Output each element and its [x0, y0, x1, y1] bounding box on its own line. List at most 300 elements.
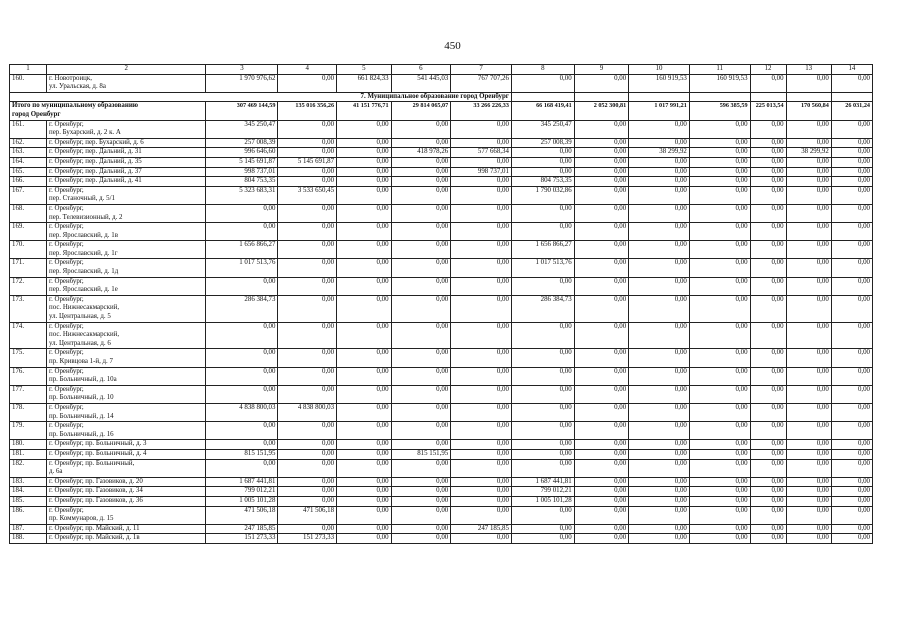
value-cell: 0,00	[786, 295, 831, 322]
value-cell: 0,00	[629, 496, 690, 506]
value-cell: 0,00	[574, 349, 629, 367]
value-cell: 0,00	[391, 440, 451, 450]
value-cell: 0,00	[786, 186, 831, 204]
address-cell	[47, 385, 206, 403]
value-cell: 0,00	[574, 524, 629, 534]
value-cell: 0,00	[831, 349, 872, 367]
value-cell: 0,00	[451, 534, 512, 544]
value-cell: 0,00	[337, 367, 392, 385]
value-cell: 0,00	[391, 496, 451, 506]
column-header: 14	[831, 65, 872, 75]
value-cell: 0,00	[750, 349, 786, 367]
value-cell: 0,00	[278, 449, 337, 459]
value-cell: 0,00	[511, 403, 574, 421]
value-cell: 0,00	[831, 422, 872, 440]
empty-cell	[689, 92, 750, 102]
page-number: 450	[444, 40, 461, 52]
table-row	[10, 322, 873, 349]
value-cell: 0,00	[206, 422, 278, 440]
table-row	[10, 459, 873, 477]
value-cell: 577 668,34	[451, 148, 512, 158]
address-cell	[47, 487, 206, 497]
value-cell: 0,00	[278, 496, 337, 506]
value-cell: 0,00	[750, 524, 786, 534]
value-cell: 0,00	[750, 120, 786, 138]
row-number: 161.	[10, 120, 47, 138]
column-header: 7	[451, 65, 512, 75]
value-cell: 661 824,33	[337, 74, 392, 92]
value-cell: 998 737,01	[206, 167, 278, 177]
value-cell: 0,00	[337, 223, 392, 241]
address-line: г. Оренбург,	[49, 204, 84, 212]
address-line: г. Оренбург, пер. Дальний, д. 41	[49, 177, 142, 185]
address-line: пер. Бухарский, д. 2 к. А	[49, 129, 121, 137]
value-cell: 0,00	[750, 487, 786, 497]
address-cell	[47, 259, 206, 277]
value-cell: 0,00	[511, 74, 574, 92]
address-cell	[47, 295, 206, 322]
value-cell: 247 185,85	[451, 524, 512, 534]
value-cell: 0,00	[451, 295, 512, 322]
address-cell	[47, 204, 206, 222]
value-cell: 0,00	[574, 277, 629, 295]
value-cell: 0,00	[451, 259, 512, 277]
table-row	[10, 241, 873, 259]
value-cell: 0,00	[629, 367, 690, 385]
value-cell: 0,00	[689, 385, 750, 403]
row-number: 164.	[10, 157, 47, 167]
address-line: пр. Больничный, д. 10а	[49, 376, 117, 384]
table-row	[10, 534, 873, 544]
value-cell: 0,00	[574, 403, 629, 421]
value-cell: 0,00	[629, 534, 690, 544]
data-table	[9, 64, 873, 544]
value-cell: 0,00	[750, 534, 786, 544]
value-cell: 0,00	[629, 120, 690, 138]
value-cell: 0,00	[511, 385, 574, 403]
value-cell: 0,00	[574, 506, 629, 524]
value-cell: 0,00	[831, 477, 872, 487]
value-cell: 0,00	[786, 241, 831, 259]
value-cell: 1 017 513,76	[511, 259, 574, 277]
value-cell: 0,00	[206, 277, 278, 295]
table-row	[10, 157, 873, 167]
value-cell: 0,00	[689, 167, 750, 177]
value-cell: 0,00	[629, 459, 690, 477]
value-cell: 0,00	[278, 459, 337, 477]
total-value: 1 017 991,21	[629, 102, 690, 120]
address-cell	[47, 534, 206, 544]
value-cell: 0,00	[750, 138, 786, 148]
value-cell: 0,00	[831, 295, 872, 322]
value-cell: 0,00	[511, 524, 574, 534]
value-cell: 0,00	[629, 349, 690, 367]
value-cell: 0,00	[750, 449, 786, 459]
value-cell: 0,00	[511, 422, 574, 440]
address-line: г. Оренбург,	[49, 277, 84, 285]
value-cell: 0,00	[337, 120, 392, 138]
value-cell: 0,00	[750, 367, 786, 385]
value-cell: 815 151,95	[206, 449, 278, 459]
value-cell: 0,00	[689, 138, 750, 148]
value-cell: 0,00	[511, 534, 574, 544]
value-cell: 1 970 976,62	[206, 74, 278, 92]
value-cell: 0,00	[574, 177, 629, 187]
value-cell: 0,00	[750, 295, 786, 322]
address-cell	[47, 496, 206, 506]
empty-cell	[511, 92, 574, 102]
address-cell	[47, 157, 206, 167]
value-cell: 0,00	[574, 534, 629, 544]
value-cell: 0,00	[391, 295, 451, 322]
value-cell: 0,00	[786, 403, 831, 421]
address-cell	[47, 440, 206, 450]
value-cell: 0,00	[391, 459, 451, 477]
value-cell: 0,00	[451, 459, 512, 477]
value-cell: 0,00	[278, 204, 337, 222]
address-cell	[47, 223, 206, 241]
value-cell: 0,00	[629, 385, 690, 403]
address-cell	[47, 167, 206, 177]
value-cell: 0,00	[278, 367, 337, 385]
table-row	[10, 440, 873, 450]
address-line: г. Оренбург, пр. Газовиков, д. 36	[49, 496, 143, 504]
value-cell: 0,00	[337, 157, 392, 167]
table-row	[10, 349, 873, 367]
address-cell	[47, 277, 206, 295]
value-cell: 0,00	[831, 459, 872, 477]
value-cell: 541 445,03	[391, 74, 451, 92]
value-cell: 0,00	[206, 440, 278, 450]
address-line: г. Оренбург, пер. Дальний, д. 37	[49, 167, 142, 175]
address-line: г. Оренбург,	[49, 259, 84, 267]
value-cell: 0,00	[574, 477, 629, 487]
value-cell: 0,00	[337, 186, 392, 204]
column-header: 1	[10, 65, 47, 75]
value-cell: 0,00	[206, 223, 278, 241]
address-line: ул. Центральная, д. 5	[49, 313, 111, 321]
address-line: г. Оренбург,	[49, 403, 84, 411]
value-cell: 0,00	[831, 367, 872, 385]
row-number: 182.	[10, 459, 47, 477]
value-cell: 0,00	[786, 506, 831, 524]
value-cell: 0,00	[786, 449, 831, 459]
value-cell: 0,00	[391, 534, 451, 544]
column-header: 9	[574, 65, 629, 75]
value-cell: 0,00	[337, 322, 392, 349]
address-cell	[47, 241, 206, 259]
value-cell: 799 012,21	[511, 487, 574, 497]
address-line: пос. Нижнесакмарский,	[49, 331, 120, 339]
total-value: 307 469 144,59	[206, 102, 278, 120]
row-number: 178.	[10, 403, 47, 421]
value-cell: 38 299,92	[786, 148, 831, 158]
value-cell: 0,00	[750, 167, 786, 177]
value-cell: 0,00	[391, 506, 451, 524]
address-line: г. Оренбург, пр. Майский, д. 11	[49, 524, 140, 532]
value-cell: 0,00	[750, 157, 786, 167]
value-cell: 0,00	[337, 534, 392, 544]
value-cell: 0,00	[831, 524, 872, 534]
row-number: 183.	[10, 477, 47, 487]
value-cell: 247 185,85	[206, 524, 278, 534]
value-cell: 0,00	[337, 148, 392, 158]
value-cell: 0,00	[689, 223, 750, 241]
value-cell: 0,00	[574, 186, 629, 204]
column-header: 10	[629, 65, 690, 75]
value-cell: 1 005 101,28	[206, 496, 278, 506]
value-cell: 0,00	[337, 403, 392, 421]
value-cell: 0,00	[278, 148, 337, 158]
address-line: ул. Уральская, д. 8а	[49, 83, 106, 91]
value-cell: 286 384,73	[206, 295, 278, 322]
address-line: г. Оренбург,	[49, 223, 84, 231]
address-cell	[47, 120, 206, 138]
value-cell: 0,00	[451, 322, 512, 349]
value-cell: 0,00	[750, 74, 786, 92]
value-cell: 0,00	[831, 241, 872, 259]
address-cell	[47, 349, 206, 367]
total-value: 33 266 226,33	[451, 102, 512, 120]
value-cell: 0,00	[278, 223, 337, 241]
empty-cell	[750, 92, 786, 102]
value-cell: 1 790 032,86	[511, 186, 574, 204]
value-cell: 0,00	[689, 477, 750, 487]
row-number: 163.	[10, 148, 47, 158]
address-cell	[47, 403, 206, 421]
value-cell: 0,00	[206, 349, 278, 367]
value-cell: 0,00	[629, 167, 690, 177]
value-cell: 0,00	[391, 367, 451, 385]
header-row	[10, 65, 873, 75]
address-cell	[47, 459, 206, 477]
value-cell: 0,00	[511, 148, 574, 158]
table-row	[10, 506, 873, 524]
table-row	[10, 385, 873, 403]
table-row	[10, 295, 873, 322]
value-cell: 0,00	[574, 74, 629, 92]
value-cell: 0,00	[391, 186, 451, 204]
value-cell: 0,00	[451, 506, 512, 524]
value-cell: 0,00	[451, 385, 512, 403]
column-header: 4	[278, 65, 337, 75]
value-cell: 4 838 800,03	[278, 403, 337, 421]
value-cell: 0,00	[391, 487, 451, 497]
address-cell	[47, 477, 206, 487]
value-cell: 0,00	[391, 349, 451, 367]
address-line: г. Оренбург,	[49, 349, 84, 357]
value-cell: 0,00	[451, 204, 512, 222]
empty-cell	[831, 92, 872, 102]
value-cell: 0,00	[689, 277, 750, 295]
value-cell: 0,00	[629, 204, 690, 222]
value-cell: 0,00	[511, 167, 574, 177]
value-cell: 0,00	[206, 322, 278, 349]
address-line: пер. Ярославский, д. 1д	[49, 268, 119, 276]
row-number: 186.	[10, 506, 47, 524]
value-cell: 0,00	[786, 204, 831, 222]
value-cell: 0,00	[831, 403, 872, 421]
value-cell: 0,00	[831, 506, 872, 524]
value-cell: 0,00	[750, 177, 786, 187]
value-cell: 345 250,47	[511, 120, 574, 138]
value-cell: 471 506,18	[206, 506, 278, 524]
value-cell: 0,00	[831, 322, 872, 349]
value-cell: 0,00	[629, 440, 690, 450]
value-cell: 0,00	[278, 440, 337, 450]
address-cell	[47, 322, 206, 349]
address-line: пос. Нижнесакмарский,	[49, 304, 120, 312]
value-cell: 0,00	[511, 223, 574, 241]
address-cell	[47, 449, 206, 459]
value-cell: 0,00	[689, 322, 750, 349]
value-cell: 0,00	[511, 277, 574, 295]
value-cell: 38 299,92	[629, 148, 690, 158]
address-line: г. Оренбург,	[49, 295, 84, 303]
value-cell: 0,00	[629, 186, 690, 204]
value-cell: 0,00	[786, 459, 831, 477]
row-number: 166.	[10, 177, 47, 187]
value-cell: 0,00	[629, 422, 690, 440]
value-cell: 0,00	[337, 459, 392, 477]
value-cell: 151 273,33	[278, 534, 337, 544]
total-value: 26 031,24	[831, 102, 872, 120]
value-cell: 257 008,39	[511, 138, 574, 148]
value-cell: 0,00	[786, 138, 831, 148]
column-header: 6	[391, 65, 451, 75]
value-cell: 0,00	[629, 449, 690, 459]
value-cell: 0,00	[689, 295, 750, 322]
table-row	[10, 524, 873, 534]
table-row	[10, 138, 873, 148]
column-header: 12	[750, 65, 786, 75]
value-cell: 0,00	[391, 422, 451, 440]
address-line: г. Оренбург,	[49, 186, 84, 194]
address-line: г. Оренбург, пр. Газовиков, д. 34	[49, 487, 143, 495]
value-cell: 0,00	[511, 349, 574, 367]
value-cell: 0,00	[391, 524, 451, 534]
value-cell: 0,00	[337, 477, 392, 487]
value-cell: 0,00	[689, 204, 750, 222]
value-cell: 0,00	[831, 177, 872, 187]
empty-cell	[574, 92, 629, 102]
value-cell: 0,00	[391, 157, 451, 167]
value-cell: 0,00	[511, 506, 574, 524]
address-line: пр. Больничный, д. 10	[49, 394, 114, 402]
value-cell: 0,00	[750, 148, 786, 158]
table-row	[10, 403, 873, 421]
value-cell: 1 656 866,27	[511, 241, 574, 259]
row-number: 169.	[10, 223, 47, 241]
value-cell: 0,00	[750, 477, 786, 487]
value-cell: 0,00	[689, 449, 750, 459]
address-line: г. Оренбург, пр. Газовиков, д. 20	[49, 477, 143, 485]
row-number: 173.	[10, 295, 47, 322]
address-line: г. Оренбург, пр. Больничный, д. 3	[49, 440, 147, 448]
value-cell: 0,00	[451, 177, 512, 187]
value-cell: 0,00	[689, 403, 750, 421]
value-cell: 0,00	[786, 496, 831, 506]
row-number: 180.	[10, 440, 47, 450]
value-cell: 804 753,35	[511, 177, 574, 187]
value-cell: 0,00	[786, 385, 831, 403]
total-label	[10, 102, 206, 120]
value-cell: 0,00	[629, 259, 690, 277]
value-cell: 0,00	[689, 496, 750, 506]
table-row	[10, 487, 873, 497]
total-value: 135 016 356,26	[278, 102, 337, 120]
row-number: 167.	[10, 186, 47, 204]
address-line: пер. Станочный, д. 5/1	[49, 195, 115, 203]
row-number: 176.	[10, 367, 47, 385]
row-number: 187.	[10, 524, 47, 534]
total-value: 29 814 065,07	[391, 102, 451, 120]
value-cell: 0,00	[689, 422, 750, 440]
value-cell: 0,00	[511, 367, 574, 385]
value-cell: 0,00	[278, 259, 337, 277]
column-header: 5	[337, 65, 392, 75]
row-number: 177.	[10, 385, 47, 403]
value-cell: 0,00	[278, 487, 337, 497]
column-header: 2	[47, 65, 206, 75]
address-cell	[47, 367, 206, 385]
value-cell: 815 151,95	[391, 449, 451, 459]
address-line: г. Оренбург, пер. Дальний, д. 31	[49, 148, 142, 156]
empty-cell	[629, 92, 690, 102]
value-cell: 0,00	[451, 403, 512, 421]
value-cell: 1 005 101,28	[511, 496, 574, 506]
value-cell: 0,00	[391, 138, 451, 148]
column-header: 11	[689, 65, 750, 75]
table-row	[10, 449, 873, 459]
value-cell: 0,00	[750, 241, 786, 259]
row-number: 162.	[10, 138, 47, 148]
value-cell: 0,00	[511, 157, 574, 167]
value-cell: 0,00	[750, 277, 786, 295]
value-cell: 0,00	[629, 295, 690, 322]
address-cell	[47, 177, 206, 187]
value-cell: 0,00	[278, 524, 337, 534]
value-cell: 0,00	[574, 440, 629, 450]
address-cell	[47, 506, 206, 524]
value-cell: 0,00	[689, 487, 750, 497]
value-cell: 0,00	[629, 524, 690, 534]
value-cell: 0,00	[451, 186, 512, 204]
section-title: 7. Муниципальное образование город Оренбург	[10, 92, 512, 102]
address-cell	[47, 524, 206, 534]
value-cell: 0,00	[574, 422, 629, 440]
value-cell: 0,00	[574, 449, 629, 459]
value-cell: 0,00	[831, 440, 872, 450]
value-cell: 0,00	[451, 349, 512, 367]
address-line: г. Новотроицк,	[49, 74, 92, 82]
value-cell: 0,00	[391, 167, 451, 177]
value-cell: 0,00	[511, 449, 574, 459]
value-cell: 0,00	[391, 403, 451, 421]
value-cell: 0,00	[831, 277, 872, 295]
value-cell: 0,00	[278, 422, 337, 440]
address-line: пер. Ярославский, д. 1е	[49, 286, 118, 294]
value-cell: 0,00	[278, 477, 337, 487]
row-number: 181.	[10, 449, 47, 459]
value-cell: 0,00	[689, 148, 750, 158]
value-cell: 0,00	[786, 177, 831, 187]
column-header: 3	[206, 65, 278, 75]
address-line: пер. Ярославский, д. 1в	[49, 231, 118, 239]
value-cell: 0,00	[451, 138, 512, 148]
address-line: ул. Центральная, д. 6	[49, 339, 111, 347]
value-cell: 0,00	[831, 204, 872, 222]
